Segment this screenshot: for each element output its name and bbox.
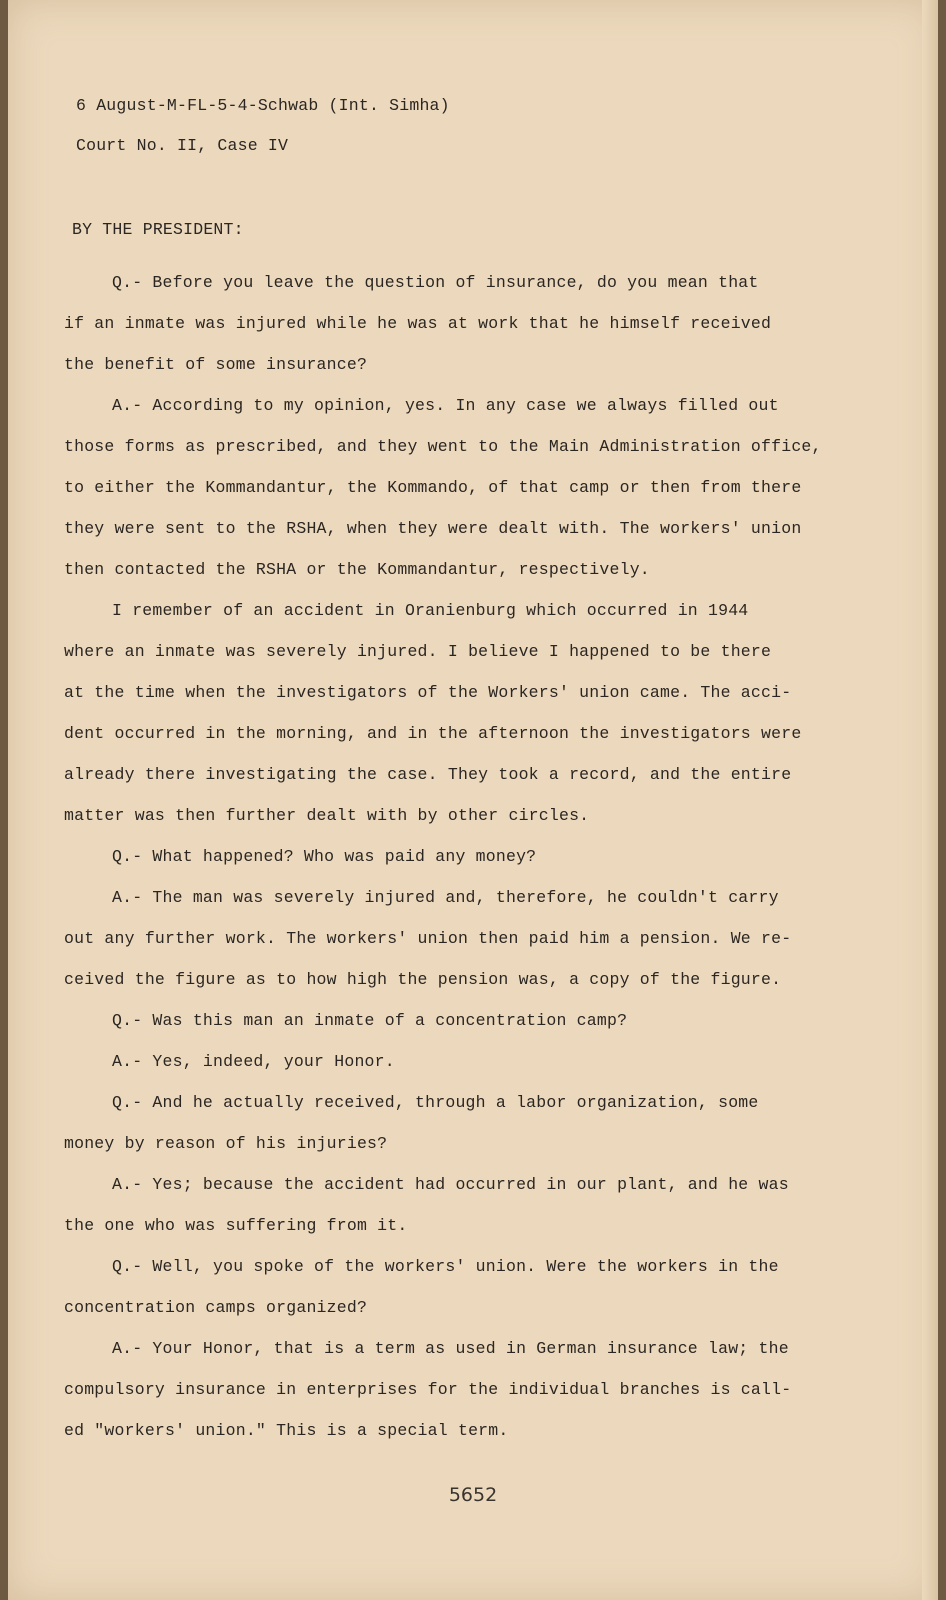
section-title: BY THE PRESIDENT:	[72, 220, 244, 239]
paragraph	[64, 1082, 854, 1164]
text-line: Q.- Well, you spoke of the workers' union. Were the workers in the	[112, 1257, 779, 1276]
text-line: Q.- What happened? Who was paid any money?	[112, 847, 537, 866]
text-line: money by reason of his injuries?	[64, 1134, 388, 1153]
text-line: then contacted the RSHA or the Kommandantur, respectively.	[64, 560, 650, 579]
text-line: compulsory insurance in enterprises for the individual branches is call-	[64, 1380, 792, 1399]
text-line: A.- According to my opinion, yes. In any case we always filled out	[112, 396, 779, 415]
text-line: A.- The man was severely injured and, therefore, he couldn't carry	[112, 888, 779, 907]
page-edge	[922, 0, 938, 1600]
paragraph	[64, 1328, 854, 1451]
page-number: 5652	[448, 1484, 498, 1506]
text-line: at the time when the investigators of the Workers' union came. The acci-	[64, 683, 792, 702]
transcript-body	[64, 262, 854, 1451]
paragraph	[64, 385, 854, 590]
text-line: ceived the figure as to how high the pension was, a copy of the figure.	[64, 970, 782, 989]
text-line: I remember of an accident in Oranienburg which occurred in 1944	[112, 601, 749, 620]
text-line: out any further work. The workers' union then paid him a pension. We re-	[64, 929, 792, 948]
text-line: A.- Your Honor, that is a term as used in German insurance law; the	[112, 1339, 789, 1358]
text-line: matter was then further dealt with by other circles.	[64, 806, 590, 825]
text-line: where an inmate was severely injured. I believe I happened to be there	[64, 642, 772, 661]
text-line: those forms as prescribed, and they went to the Main Administration office,	[64, 437, 822, 456]
text-line: the benefit of some insurance?	[64, 355, 368, 374]
text-line: concentration camps organized?	[64, 1298, 368, 1317]
text-line: ed "workers' union." This is a special term.	[64, 1421, 509, 1440]
text-line: already there investigating the case. They took a record, and the entire	[64, 765, 792, 784]
paragraph	[64, 836, 854, 877]
paragraph	[64, 877, 854, 1000]
paragraph	[64, 590, 854, 836]
document-page	[8, 0, 938, 1600]
paragraph	[64, 1246, 854, 1328]
paragraph	[64, 1000, 854, 1041]
text-line: A.- Yes, indeed, your Honor.	[112, 1052, 395, 1071]
text-line: they were sent to the RSHA, when they were dealt with. The workers' union	[64, 519, 802, 538]
header-line-2: Court No. II, Case IV	[76, 136, 289, 155]
text-line: Q.- Before you leave the question of insurance, do you mean that	[112, 273, 759, 292]
text-line: the one who was suffering from it.	[64, 1216, 408, 1235]
text-line: to either the Kommandantur, the Kommando, of that camp or then from there	[64, 478, 802, 497]
text-line: Q.- Was this man an inmate of a concentration camp?	[112, 1011, 628, 1030]
paragraph	[64, 262, 854, 385]
paragraph	[64, 1041, 854, 1082]
text-line: A.- Yes; because the accident had occurred in our plant, and he was	[112, 1175, 789, 1194]
paragraph	[64, 1164, 854, 1246]
text-line: dent occurred in the morning, and in the afternoon the investigators were	[64, 724, 802, 743]
text-line: Q.- And he actually received, through a labor organization, some	[112, 1093, 759, 1112]
header-line-1: 6 August-M-FL-5-4-Schwab (Int. Simha)	[76, 96, 450, 115]
text-line: if an inmate was injured while he was at work that he himself received	[64, 314, 772, 333]
